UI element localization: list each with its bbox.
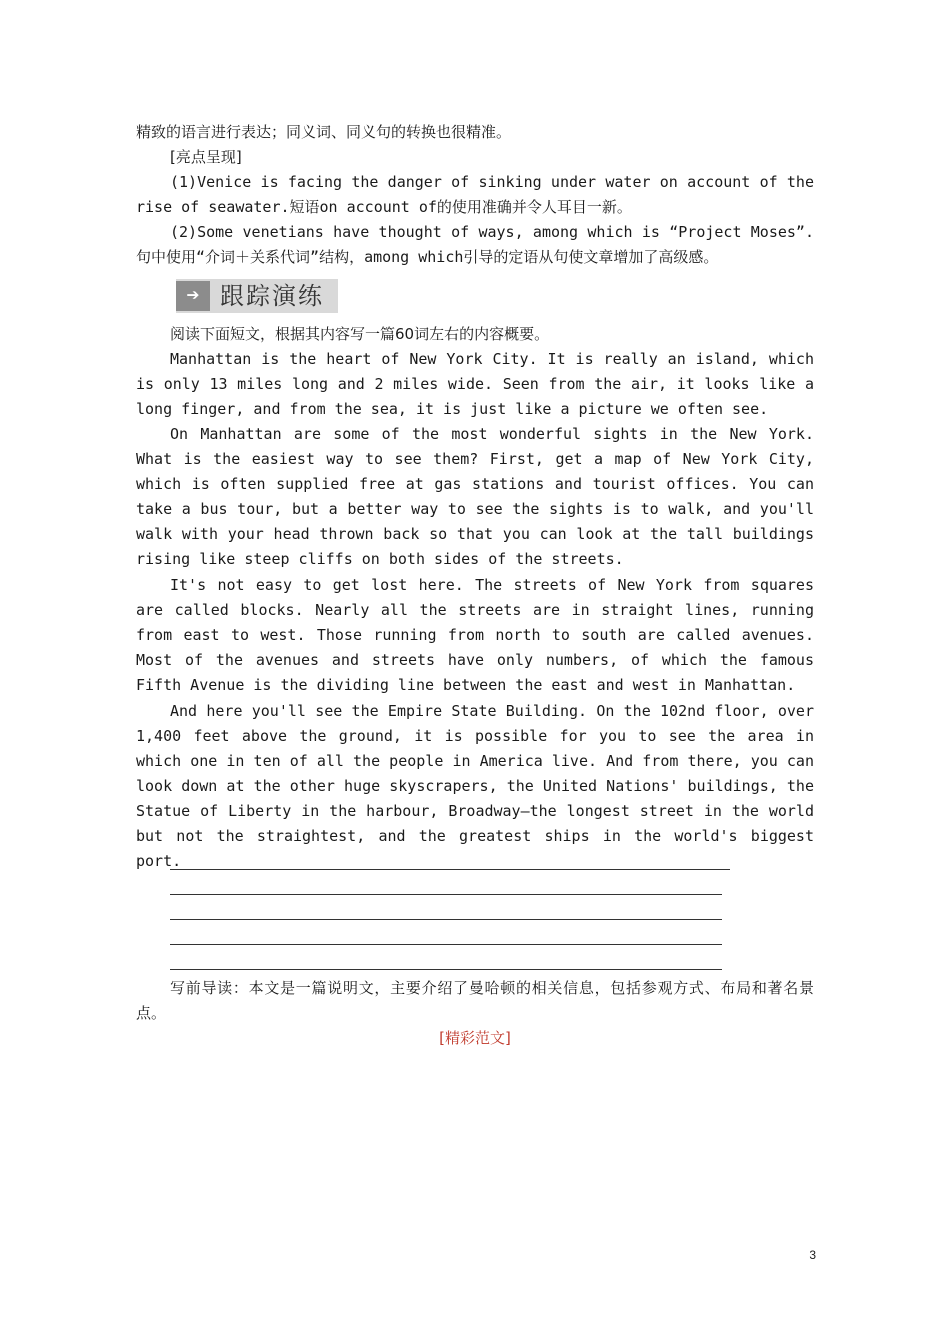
answer-line[interactable] — [170, 869, 730, 870]
arrow-right-icon: ➔ — [176, 281, 210, 311]
answer-line[interactable] — [170, 969, 722, 970]
passage-paragraph-3: It's not easy to get lost here. The streets of New York from squares are called blocks. Nearly all the streets are in straight lines, running from east to west. Those running from north to south are called avenues. Most of the avenues and streets have only numbers, of which the famous Fifth Avenue is the dividing line between the east and west in Manhattan. — [136, 576, 814, 694]
highlight-point-1: (1)Venice is facing the danger of sinking under water on account of the rise of seawater.短语on account of的使用准确并令人耳目一新。 — [136, 173, 814, 216]
section-title: 跟踪演练 — [220, 282, 324, 310]
highlight-point-2: (2)Some venetians have thought of ways, among which is “Project Moses”. 句中使用“介词＋关系代词”结构，among which引导的定语从句使文章增加了高级感。 — [136, 223, 814, 266]
model-essay-label: [精彩范文] — [439, 1029, 511, 1047]
answer-line[interactable] — [170, 944, 722, 945]
highlight-heading: [亮点呈现] — [170, 148, 242, 166]
passage-paragraph-4: And here you'll see the Empire State Building. On the 102nd floor, over 1,400 feet above the ground, it is possible for you to see the area in which one in ten of all the people in America live. And from there, you can look down at the other huge skyscrapers, the United Nations' buildings, the Statue of Liberty in the harbour, Broadway—the longest street in the world but not the straightest, and the greatest ships in the world's biggest port. — [136, 702, 814, 870]
passage-paragraph-1: Manhattan is the heart of New York City. It is really an island, which is only 13 miles long and 2 miles wide. Seen from the air, it looks like a long finger, and from the sea, it is just like a picture we often see. — [136, 350, 814, 418]
answer-line[interactable] — [170, 919, 722, 920]
answer-line[interactable] — [170, 894, 722, 895]
writing-guide: 写前导读：本文是一篇说明文，主要介绍了曼哈顿的相关信息，包括参观方式、布局和著名景点。 — [136, 979, 814, 1022]
intro-line: 精致的语言进行表达；同义词、同义句的转换也很精准。 — [136, 123, 512, 141]
page-number: 3 — [809, 1248, 816, 1262]
exercise-instruction: 阅读下面短文，根据其内容写一篇60词左右的内容概要。 — [170, 325, 550, 343]
passage-paragraph-2: On Manhattan are some of the most wonderful sights in the New York. What is the easiest way to see them? First, get a map of New York City, which is often supplied free at gas stations and tourist offices. You can take a bus tour, but a better way to see the sights is to walk, and you'll walk with your head thrown back so that you can look at the tall buildings rising like steep cliffs on both sides of the streets. — [136, 425, 814, 568]
section-banner — [176, 279, 338, 313]
